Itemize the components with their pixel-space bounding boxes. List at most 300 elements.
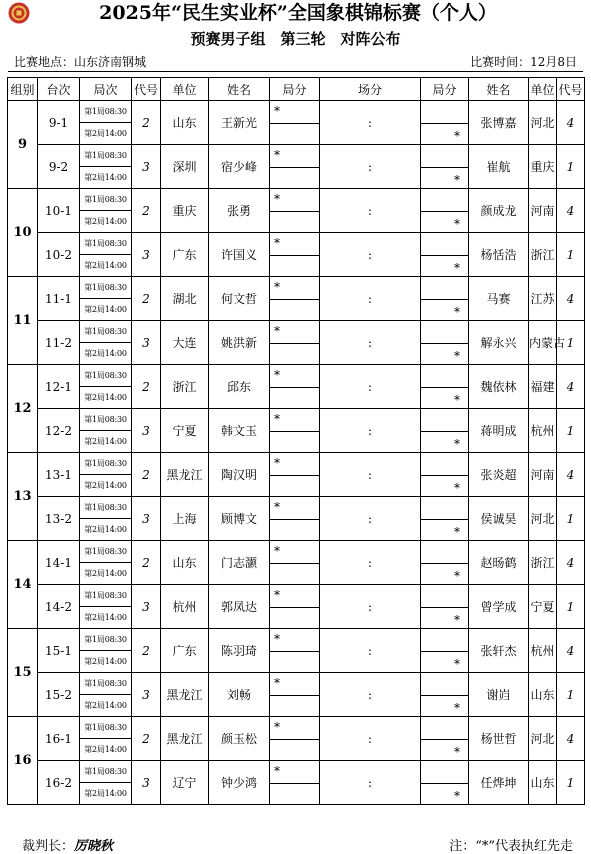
unit-right: 河北 [529,497,557,541]
game-score-right [421,145,469,189]
session-time: 第1局08:30 [80,761,132,783]
red-first-mark: * [454,789,460,803]
table-row [8,453,585,475]
code-left: 2 [132,629,161,673]
table-row [8,629,585,651]
red-first-mark: * [274,280,280,294]
session-time: 第1局08:30 [80,497,132,519]
session-time: 第1局08:30 [80,717,132,739]
unit-right: 杭州 [529,629,557,673]
game-score-right [421,717,469,761]
match-score: : [320,321,421,365]
column-header: 局分 [421,78,469,101]
code-right: 1 [557,145,585,189]
group-number: 13 [8,453,38,541]
session-time: 第1局08:30 [80,233,132,255]
session-time: 第2局14:00 [80,783,132,805]
red-first-mark: * [454,173,460,187]
game-score-right [421,629,469,673]
game-score-left [270,233,320,277]
code-right: 4 [557,101,585,145]
code-right: 4 [557,189,585,233]
table-row [8,541,585,563]
code-left: 3 [132,497,161,541]
score-divider [270,431,319,432]
match-score: : [320,453,421,497]
column-header: 台次 [38,78,80,101]
code-left: 2 [132,365,161,409]
table-header-row [8,78,585,101]
unit-left: 广东 [161,629,209,673]
table-row [8,365,585,387]
match-score: : [320,541,421,585]
score-divider [421,123,468,124]
unit-right: 河北 [529,717,557,761]
name-left: 陶汉明 [209,453,270,497]
name-left: 张勇 [209,189,270,233]
board-number: 13-1 [38,453,80,497]
code-left: 3 [132,409,161,453]
game-score-left [270,101,320,145]
red-first-mark: * [274,412,280,426]
session-time: 第2局14:00 [80,431,132,453]
name-left: 姚洪新 [209,321,270,365]
red-first-mark: * [274,676,280,690]
score-divider [270,695,319,696]
session-time: 第1局08:30 [80,541,132,563]
session-time: 第1局08:30 [80,673,132,695]
name-left: 陈羽琦 [209,629,270,673]
code-right: 1 [557,497,585,541]
session-time: 第2局14:00 [80,211,132,233]
score-divider [421,475,468,476]
score-divider [421,431,468,432]
unit-right: 重庆 [529,145,557,189]
board-number: 10-1 [38,189,80,233]
code-right: 1 [557,409,585,453]
board-number: 15-2 [38,673,80,717]
score-divider [421,167,468,168]
name-right: 魏依林 [469,365,529,409]
code-right: 1 [557,585,585,629]
red-first-mark: * [454,129,460,143]
red-first-mark: * [274,236,280,250]
unit-right: 浙江 [529,541,557,585]
referee-label: 裁判长： [22,839,75,854]
code-right: 4 [557,629,585,673]
session-time: 第1局08:30 [80,277,132,299]
session-time: 第2局14:00 [80,475,132,497]
game-score-right [421,497,469,541]
unit-left: 黑龙江 [161,717,209,761]
code-left: 2 [132,717,161,761]
session-time: 第2局14:00 [80,651,132,673]
session-time: 第2局14:00 [80,607,132,629]
game-score-left [270,717,320,761]
unit-right: 山东 [529,761,557,805]
match-score: : [320,717,421,761]
score-divider [270,387,319,388]
score-divider [270,739,319,740]
match-score: : [320,761,421,805]
red-first-mark: * [454,217,460,231]
red-first-mark: * [454,525,460,539]
table-row [8,145,585,167]
game-score-left [270,585,320,629]
unit-left: 上海 [161,497,209,541]
game-score-left [270,541,320,585]
event-logo [8,2,30,24]
code-right: 1 [557,673,585,717]
page-title: 2025年“民生实业杯”全国象棋锦标赛（个人） [99,2,497,24]
code-left: 2 [132,541,161,585]
board-number: 11-1 [38,277,80,321]
game-score-right [421,585,469,629]
game-score-left [270,761,320,805]
score-divider [421,343,468,344]
game-score-left [270,189,320,233]
name-left: 许国义 [209,233,270,277]
unit-right: 浙江 [529,233,557,277]
group-number: 14 [8,541,38,629]
unit-right: 河南 [529,189,557,233]
column-header: 局分 [270,78,320,101]
session-time: 第1局08:30 [80,365,132,387]
unit-left: 黑龙江 [161,453,209,497]
column-header: 单位 [529,78,557,101]
unit-left: 山东 [161,541,209,585]
unit-left: 广东 [161,233,209,277]
game-score-left [270,673,320,717]
referee-name: 厉晓秋 [74,839,114,854]
name-left: 王新光 [209,101,270,145]
pairing-table [7,77,585,805]
session-time: 第2局14:00 [80,343,132,365]
name-left: 韩文玉 [209,409,270,453]
name-right: 赵旸鹤 [469,541,529,585]
group-number: 12 [8,365,38,453]
red-first-mark: * [274,148,280,162]
unit-right: 宁夏 [529,585,557,629]
group-number: 11 [8,277,38,365]
board-number: 12-2 [38,409,80,453]
match-score: : [320,233,421,277]
name-left: 郭凤达 [209,585,270,629]
game-score-left [270,453,320,497]
table-row [8,321,585,343]
score-divider [270,563,319,564]
game-score-right [421,101,469,145]
red-first-mark: * [454,569,460,583]
game-score-left [270,145,320,189]
unit-left: 辽宁 [161,761,209,805]
code-right: 4 [557,453,585,497]
match-score: : [320,365,421,409]
name-left: 邱东 [209,365,270,409]
red-first-mark: * [454,305,460,319]
match-score: : [320,585,421,629]
table-row [8,761,585,783]
date-text: 比赛时间：12月8日 [470,55,577,69]
column-header: 局次 [80,78,132,101]
code-right: 1 [557,233,585,277]
table-row [8,673,585,695]
game-score-right [421,409,469,453]
column-header: 代号 [132,78,161,101]
table-row [8,233,585,255]
match-score: : [320,409,421,453]
score-divider [270,211,319,212]
score-divider [270,299,319,300]
board-number: 9-2 [38,145,80,189]
code-left: 3 [132,673,161,717]
table-row [8,277,585,299]
board-number: 14-1 [38,541,80,585]
game-score-right [421,233,469,277]
session-time: 第2局14:00 [80,739,132,761]
score-divider [421,695,468,696]
unit-right: 杭州 [529,409,557,453]
unit-left: 湖北 [161,277,209,321]
header-divider [8,71,583,72]
red-first-mark: * [454,657,460,671]
unit-left: 大连 [161,321,209,365]
red-first-mark: * [274,500,280,514]
session-time: 第1局08:30 [80,101,132,123]
red-first-mark: * [274,764,280,778]
session-time: 第2局14:00 [80,123,132,145]
red-first-mark: * [454,481,460,495]
name-right: 任烨坤 [469,761,529,805]
page-subtitle: 预赛男子组 第三轮 对阵公布 [190,30,401,48]
board-number: 16-1 [38,717,80,761]
referee-line [22,835,113,854]
unit-right: 山东 [529,673,557,717]
code-left: 2 [132,277,161,321]
game-score-right [421,761,469,805]
footer-note: 注：“*”代表执红先走 [449,839,573,854]
board-number: 10-2 [38,233,80,277]
unit-left: 深圳 [161,145,209,189]
session-time: 第2局14:00 [80,387,132,409]
name-left: 颜玉松 [209,717,270,761]
column-header: 单位 [161,78,209,101]
name-right: 颜成龙 [469,189,529,233]
game-score-right [421,541,469,585]
unit-left: 杭州 [161,585,209,629]
name-left: 宿少峰 [209,145,270,189]
code-right: 4 [557,365,585,409]
group-number: 9 [8,101,38,189]
session-time: 第2局14:00 [80,563,132,585]
name-left: 门志灏 [209,541,270,585]
red-first-mark: * [454,393,460,407]
red-first-mark: * [454,745,460,759]
session-time: 第1局08:30 [80,321,132,343]
group-number: 15 [8,629,38,717]
match-score: : [320,189,421,233]
unit-right: 内蒙古 [529,321,557,365]
game-score-right [421,673,469,717]
score-divider [270,475,319,476]
code-left: 2 [132,101,161,145]
name-left: 顾博文 [209,497,270,541]
game-score-right [421,453,469,497]
match-score: : [320,497,421,541]
red-first-mark: * [274,456,280,470]
score-divider [270,607,319,608]
game-score-left [270,629,320,673]
game-score-left [270,365,320,409]
unit-left: 山东 [161,101,209,145]
code-left: 2 [132,453,161,497]
code-right: 1 [557,761,585,805]
unit-right: 江苏 [529,277,557,321]
table-row [8,497,585,519]
score-divider [421,211,468,212]
session-time: 第1局08:30 [80,629,132,651]
match-score: : [320,629,421,673]
red-first-mark: * [274,720,280,734]
score-divider [270,343,319,344]
column-header: 姓名 [469,78,529,101]
score-divider [421,387,468,388]
session-time: 第1局08:30 [80,189,132,211]
name-left: 刘畅 [209,673,270,717]
board-number: 13-2 [38,497,80,541]
column-header: 场分 [320,78,421,101]
red-first-mark: * [274,588,280,602]
unit-right: 河北 [529,101,557,145]
match-score: : [320,673,421,717]
red-first-mark: * [274,368,280,382]
name-right: 蒋明成 [469,409,529,453]
name-right: 谢岿 [469,673,529,717]
group-number: 16 [8,717,38,805]
code-right: 4 [557,717,585,761]
red-first-mark: * [454,701,460,715]
code-left: 3 [132,585,161,629]
code-left: 3 [132,233,161,277]
session-time: 第1局08:30 [80,585,132,607]
name-left: 钟少鸿 [209,761,270,805]
game-score-left [270,321,320,365]
score-divider [270,519,319,520]
match-score: : [320,145,421,189]
venue-text: 比赛地点：山东济南钢城 [14,55,147,69]
red-first-mark: * [454,261,460,275]
board-number: 11-2 [38,321,80,365]
unit-left: 重庆 [161,189,209,233]
red-first-mark: * [274,192,280,206]
game-score-left [270,497,320,541]
code-right: 4 [557,277,585,321]
game-score-left [270,277,320,321]
unit-right: 河南 [529,453,557,497]
red-first-mark: * [274,104,280,118]
match-score: : [320,277,421,321]
name-right: 张博嘉 [469,101,529,145]
board-number: 9-1 [38,101,80,145]
table-row [8,409,585,431]
column-header: 代号 [557,78,585,101]
table-row [8,585,585,607]
name-right: 张轩杰 [469,629,529,673]
red-first-mark: * [274,544,280,558]
red-first-mark: * [274,324,280,338]
session-time: 第2局14:00 [80,519,132,541]
session-time: 第1局08:30 [80,453,132,475]
session-time: 第2局14:00 [80,299,132,321]
code-right: 1 [557,321,585,365]
unit-left: 宁夏 [161,409,209,453]
code-left: 2 [132,189,161,233]
board-number: 14-2 [38,585,80,629]
score-divider [421,299,468,300]
score-divider [421,519,468,520]
game-score-left [270,409,320,453]
board-number: 15-1 [38,629,80,673]
score-divider [421,651,468,652]
red-first-mark: * [454,349,460,363]
code-left: 3 [132,321,161,365]
red-first-mark: * [454,437,460,451]
column-header: 组别 [8,78,38,101]
name-left: 何文哲 [209,277,270,321]
score-divider [421,255,468,256]
score-divider [270,123,319,124]
group-number: 10 [8,189,38,277]
board-number: 16-2 [38,761,80,805]
red-first-mark: * [454,613,460,627]
game-score-right [421,365,469,409]
name-right: 马赛 [469,277,529,321]
unit-right: 福建 [529,365,557,409]
score-divider [421,739,468,740]
name-right: 侯诚昊 [469,497,529,541]
table-row [8,189,585,211]
session-time: 第1局08:30 [80,145,132,167]
game-score-right [421,277,469,321]
game-score-right [421,321,469,365]
code-right: 4 [557,541,585,585]
name-right: 杨世哲 [469,717,529,761]
board-number: 12-1 [38,365,80,409]
code-left: 3 [132,145,161,189]
score-divider [270,651,319,652]
match-score: : [320,101,421,145]
session-time: 第2局14:00 [80,695,132,717]
name-right: 张炎超 [469,453,529,497]
session-time: 第1局08:30 [80,409,132,431]
red-first-mark: * [274,632,280,646]
name-right: 杨恬浩 [469,233,529,277]
name-right: 崔航 [469,145,529,189]
session-time: 第2局14:00 [80,167,132,189]
session-time: 第2局14:00 [80,255,132,277]
score-divider [421,783,468,784]
score-divider [421,607,468,608]
score-divider [270,255,319,256]
code-left: 3 [132,761,161,805]
game-score-right [421,189,469,233]
score-divider [421,563,468,564]
name-right: 解永兴 [469,321,529,365]
table-row [8,717,585,739]
score-divider [270,167,319,168]
table-row [8,101,585,123]
name-right: 曾学成 [469,585,529,629]
